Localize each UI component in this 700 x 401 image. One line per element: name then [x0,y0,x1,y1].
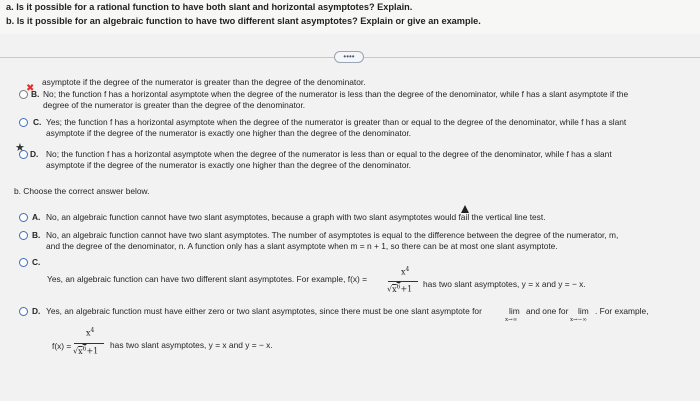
incorrect-x-icon: ✖ [26,83,35,94]
option-label: D. [32,306,41,316]
star-icon: ★ [15,142,25,154]
question-header [0,0,700,34]
fraction-bar [388,281,418,282]
option-text: has two slant asymptotes, y = x and y = − x. [423,279,586,289]
option-text: and the degree of the denominator, n. A function only has a slant asymptote when m = n + 1, so there can be at most one slant asymptote. [46,241,558,251]
radio-part-b-c[interactable] [19,258,28,267]
option-text: No; the function f has a horizontal asymptote when the degree of the numerator is less than or equal to the degree of the denominator, while f has a slant [46,149,612,159]
option-a-continued-text: asymptote if the degree of the numerator is greater than the degree of the denominator. [42,77,366,87]
fraction-denominator: $√x^6+1$ [73,345,99,356]
radio-part-b-a[interactable] [19,213,28,222]
part-b-prompt: b. Choose the correct answer below. [14,186,150,196]
radio-part-b-d[interactable] [19,307,28,316]
lim-text: lim [509,306,520,316]
expand-more-button[interactable]: •••• [334,51,364,63]
option-text: No, an algebraic function cannot have two slant asymptotes. The number of asymptotes is equal to the difference between the degree of the numerator, m, [46,230,619,240]
option-label: B. [32,230,41,240]
option-label: A. [32,212,41,222]
fraction-denominator: $√x^6+1$ [387,283,413,294]
option-text: asymptote if the degree of the numerator is exactly one higher than the degree of the denominator. [46,128,412,138]
option-text: degree of the numerator is greater than the degree of the denominator. [43,100,306,110]
radio-part-a-c[interactable] [19,118,28,127]
option-text: No, an algebraic function cannot have two slant asymptotes, because a graph with two slant asymptotes would fail the vertical line test. [46,212,546,222]
option-label: D. [30,149,39,159]
radio-part-b-b[interactable] [19,231,28,240]
mouse-cursor-icon [461,205,469,213]
option-text: Yes; the function f has a horizontal asymptote when the degree of the numerator is greater than or equal to the degree of the denominator, while f has a slant [46,117,627,127]
option-text: and one for [526,306,569,316]
question-a: a. Is it possible for a rational function to have both slant and horizontal asymptotes? Explain. [6,2,413,12]
question-b: b. Is it possible for an algebraic function to have two different slant asymptotes? Explain or give an example. [6,16,481,26]
option-text: asymptote if the degree of the numerator is exactly one higher than the degree of the denominator. [46,160,412,170]
option-text: has two slant asymptotes, y = x and y = − x. [110,340,273,350]
option-label: C. [33,117,42,127]
option-text: No; the function f has a horizontal asymptote when the degree of the numerator is less than the degree of the denominator, while f has a slant asymptote if the [43,89,629,99]
option-text: Yes, an algebraic function can have two different slant asymptotes. For example, f(x) = [47,274,368,284]
fraction-bar [74,343,104,344]
option-label: C. [32,257,41,267]
option-text: Yes, an algebraic function must have either zero or two slant asymptotes, since there must be one slant asymptote for [46,306,482,316]
option-text: . For example, [595,306,649,316]
fx-label: f(x) = [52,341,72,351]
lim-text: lim [578,306,589,316]
lim-subscript-neg: x→−∞ [570,317,587,323]
option-label: B. [31,89,40,99]
fraction-numerator: $x^4$ [86,327,95,338]
fraction-numerator: $x^4$ [401,266,410,277]
lim-subscript-pos: x→∞ [505,317,518,323]
